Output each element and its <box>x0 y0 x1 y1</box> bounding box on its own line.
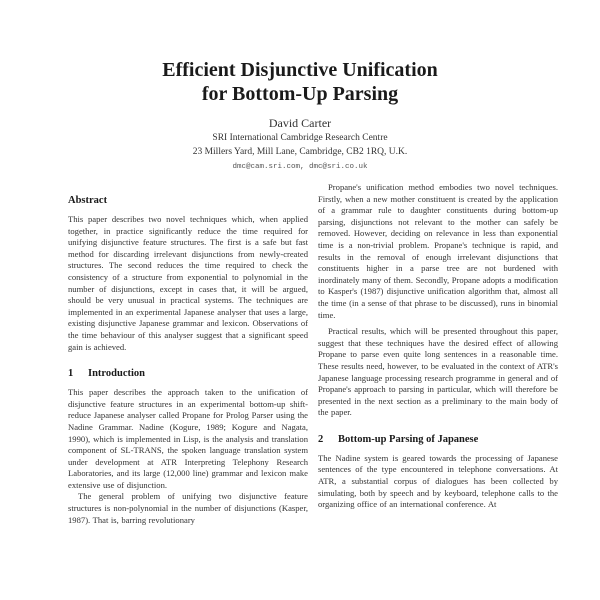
section-2-paragraph-1: The Nadine system is geared towards the processing of Japanese sentences of the type encountered in telephone conversations. At ATR, a substantial corpus of dialogues has been collected by simulating, both by speech and by keyboard, telephone calls to the organizing office of an international conference. At <box>318 452 558 510</box>
affiliation-line-2: 23 Millers Yard, Mill Lane, Cambridge, CB2 1RQ, U.K. <box>192 147 408 157</box>
abstract-text: This paper describes two novel techniques which, when applied together, in practice significantly reduce the time required for unifying disjunctive feature structures. The first is a safe but fast method for discarding irrelevant disjunctions from newly-created structures. The second reduces the time required to check the consistency of a structure from exponential to polynomial in the number of disjunctions, except in cases that, it will be argued, should be very unusual in practical systems. The techniques are implemented in an experimental Japanese analyser that uses a large, existing disjunctive Japanese grammar and lexicon. Observations of the time behaviour of this analyser suggest that a significant speed gain is achieved. <box>68 214 308 352</box>
affiliation-line-1: SRI International Cambridge Research Centre <box>212 133 388 143</box>
section-1-heading <box>68 367 308 381</box>
paper-title-line-2: for Bottom-Up Parsing <box>201 83 399 105</box>
left-column <box>68 194 308 526</box>
section-1-paragraph-2: The general problem of unifying two disjunctive feature structures is non-polynomial in the number of disjunctions (Kasper, 1987). That is, barring revolutionary <box>68 491 308 525</box>
right-column <box>318 182 558 511</box>
section-1-title: Introduction <box>88 368 145 380</box>
author-name: David Carter <box>268 116 332 130</box>
section-2-heading <box>318 433 558 447</box>
section-1-paragraph-1: This paper describes the approach taken to the unification of disjunctive feature structures in an experimental bottom-up shift-reduce Japanese analyser called Propane for Prolog Parser using the Nadine Grammar. Nadine (Kogure, 1989; Kogure and Nagata, 1990), which is implemented in Lisp, is the analysis and translation component of SL-TRANS, the spoken language translation system under development at ATR Interpreting Telephony Research Laboratories, and its large (12,000 line) grammar and lexicon make extensive use of disjunction. <box>68 387 308 490</box>
author-email: dmc@cam.sri.com, dmc@sri.co.uk <box>232 163 368 171</box>
section-2-title: Bottom-up Parsing of Japanese <box>338 433 479 445</box>
paper-title-line-1: Efficient Disjunctive Unification <box>162 59 438 81</box>
section-2-number: 2 <box>318 433 324 445</box>
section-1-number: 1 <box>68 368 74 380</box>
right-paragraph-2: Practical results, which will be presented throughout this paper, suggest that these techniques have the desired effect of allowing Propane to parse even quite long sentences in a reasonable time. These results need, however, to be evaluated in the context of ATR's Japanese language processing research programme in general and of Propane's approach to parsing in particular, which will therefore be presented in the next section as a preliminary to the main body of the paper. <box>318 326 558 418</box>
right-paragraph-1: Propane's unification method embodies two novel techniques. Firstly, when a new mother constituent is created by the application of a grammar rule to daughter constituents during bottom-up parsing, disjunctions not relevant to the mother can safely be removed. However, deciding on relevance in less than exponential time is a non-trivial problem. Propane's technique is rapid, and results in the removal of enough irrelevant disjunctions that constituents higher in a parse tree are not burdened with inordinately many of them. Secondly, Propane adopts a modification to Kasper's (1987) disjunctive unification algorithm that, almost all the time (in a sense of that phrase to be discussed), runs in binomial time. <box>318 182 558 320</box>
abstract-heading: Abstract <box>68 195 108 206</box>
